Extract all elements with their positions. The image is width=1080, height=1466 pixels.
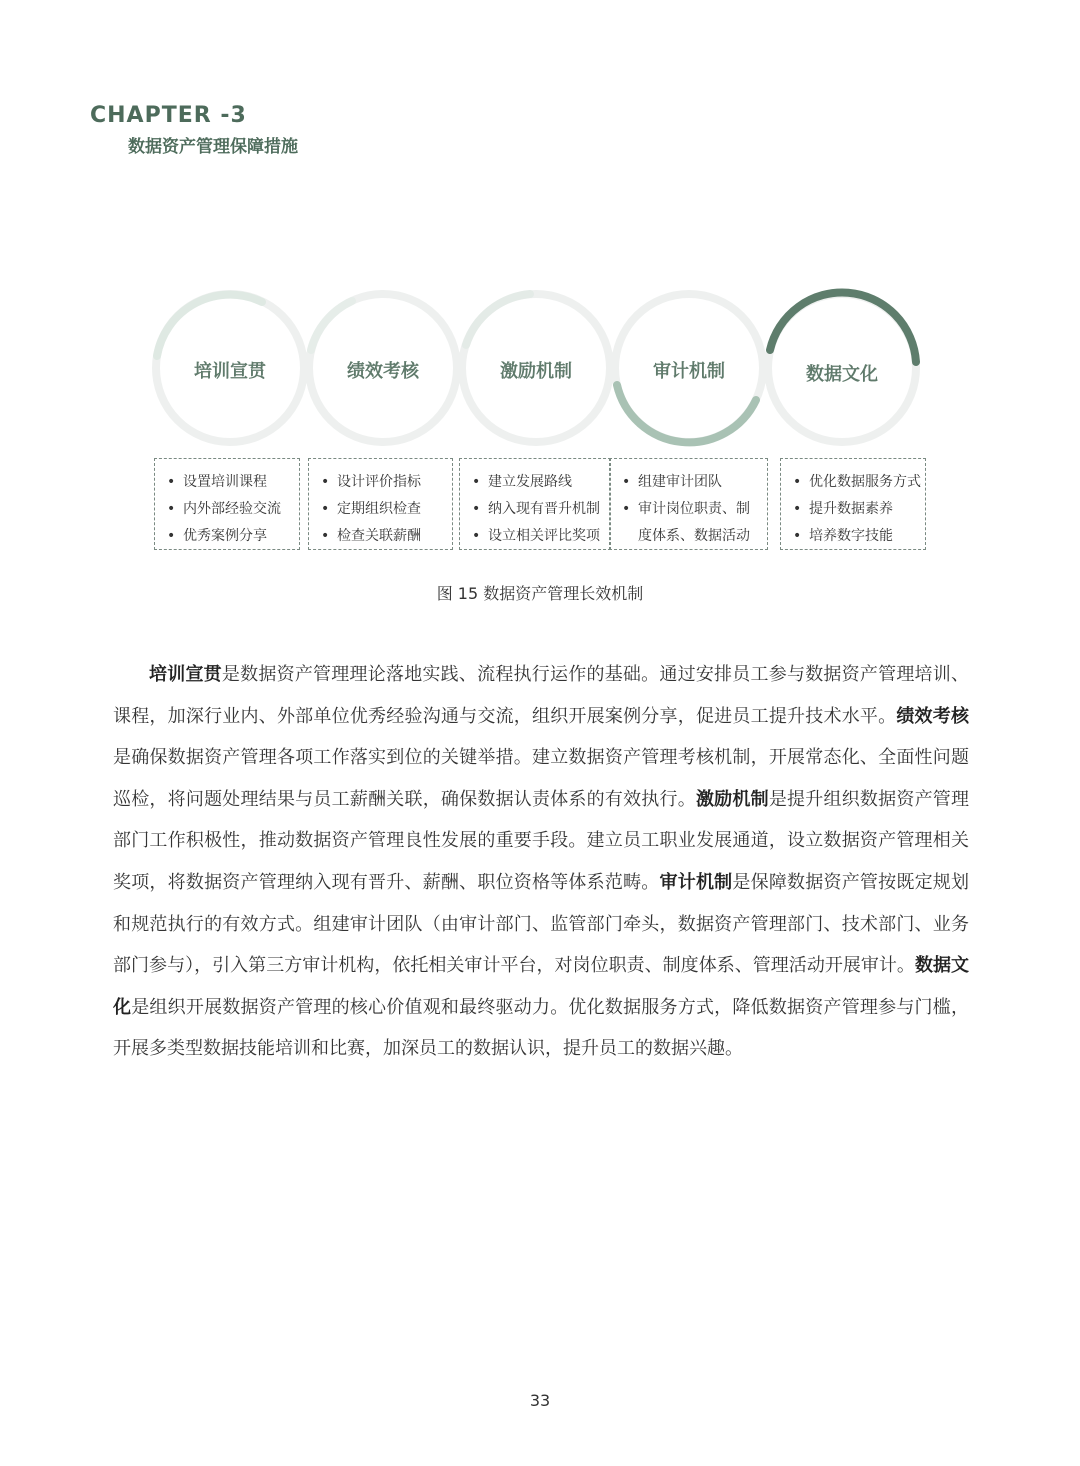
figure-caption: 图 15 数据资产管理长效机制: [436, 584, 644, 603]
box-culture: [780, 458, 926, 550]
body-paragraph: [113, 654, 969, 1070]
circle-label-culture: 数据文化: [806, 364, 878, 385]
circle-label-training: 培训宣贯: [194, 361, 266, 382]
circle-label-incentive: 激励机制: [500, 361, 572, 382]
circle-label-audit: 审计机制: [653, 361, 725, 382]
section-title: 数据资产管理保障措施: [128, 137, 298, 157]
term-audit: 审计机制: [659, 871, 733, 893]
text-audit: 是保障数据资产管按既定规划和规范执行的有效方式。组建审计团队（由审计部门、监管部门牵头，数据资产管理部门、技术部门、业务部门参与），引入第三方审计机构，依托相关审计平台，对岗位职责、制度体系、管理活动开展审计。: [113, 871, 970, 977]
text-performance: 是确保数据资产管理各项工作落实到位的关键举措。建立数据资产管理考核机制，开展常态化、全面性问题巡检，将问题处理结果与员工薪酬关联，确保数据认责体系的有效执行。: [113, 747, 969, 810]
text-training: 是数据资产管理理论落地实践、流程执行运作的基础。通过安排员工参与数据资产管理培训、课程，加深行业内、外部单位优秀经验沟通与交流，组织开展案例分享，促进员工提升技术水平。: [113, 664, 970, 727]
list-item: • 设置培训课程: [167, 469, 299, 496]
term-culture: 数据文化: [113, 955, 969, 1018]
list-item: • 审计岗位职责、制: [622, 496, 767, 523]
list-item: • 纳入现有晋升机制: [472, 496, 610, 523]
list-item: • 定期组织检查: [321, 496, 452, 523]
list-item: 度体系、数据活动: [638, 528, 750, 544]
text-incentive: 是提升组织数据资产管理部门工作积极性，推动数据资产管理良性发展的重要手段。建立员工职业发展通道，设立数据资产管理相关奖项，将数据资产管理纳入现有晋升、薪酬、职位资格等体系范畴。: [113, 788, 970, 893]
term-training: 培训宣贯: [149, 664, 222, 685]
list-item: • 提升数据素养: [793, 496, 925, 523]
list-item: • 培养数字技能: [793, 523, 925, 550]
box-audit: [609, 458, 768, 550]
chapter-label: CHAPTER -3: [90, 103, 247, 128]
page-number: 33: [529, 1391, 551, 1410]
list-item: • 设计评价指标: [321, 469, 452, 496]
list-item: • 优秀案例分享: [167, 523, 299, 550]
list-item: • 设立相关评比奖项: [472, 523, 610, 550]
text-culture: 是组织开展数据资产管理的核心价值观和最终驱动力。优化数据服务方式，降低数据资产管理参与门槛，开展多类型数据技能培训和比赛，加深员工的数据认识，提升员工的数据兴趣。: [113, 996, 969, 1060]
box-training: [154, 458, 300, 550]
box-performance: [308, 458, 453, 550]
term-incentive: 激励机制: [695, 788, 769, 810]
list-item: • 内外部经验交流: [167, 496, 299, 523]
box-incentive: [459, 458, 611, 550]
list-item: • 检查关联薪酬: [321, 523, 452, 550]
circle-label-performance: 绩效考核: [347, 361, 419, 382]
list-item: • 组建审计团队: [622, 469, 767, 496]
list-item: • 优化数据服务方式: [793, 469, 925, 496]
list-item: • 建立发展路线: [472, 469, 610, 496]
term-performance: 绩效考核: [896, 705, 969, 727]
